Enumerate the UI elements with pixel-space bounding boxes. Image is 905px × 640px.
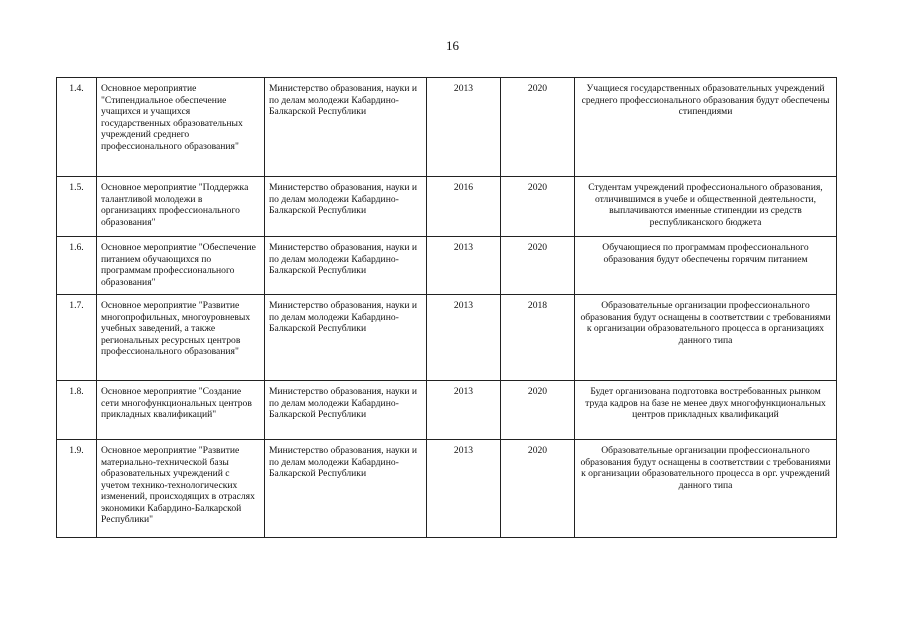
activity-name: Основное мероприятие "Обеспечение питанием обучающихся по программам профессионального образования" [97,237,265,295]
start-year: 2013 [427,295,501,381]
table-row [57,295,837,381]
row-number: 1.7. [57,295,97,381]
responsible-executor: Министерство образования, науки и по делам молодежи Кабардино-Балкарской Республики [265,381,427,440]
responsible-executor: Министерство образования, науки и по делам молодежи Кабардино-Балкарской Республики [265,237,427,295]
row-number: 1.9. [57,440,97,538]
end-year: 2020 [501,237,575,295]
end-year: 2018 [501,295,575,381]
row-number: 1.4. [57,78,97,177]
end-year: 2020 [501,177,575,237]
expected-result: Будет организована подготовка востребованных рынком труда кадров на базе не менее двух многофункциональных центров прикладных квалификаций [575,381,837,440]
end-year: 2020 [501,78,575,177]
row-number: 1.5. [57,177,97,237]
start-year: 2013 [427,440,501,538]
start-year: 2013 [427,237,501,295]
start-year: 2013 [427,78,501,177]
program-activities-table [56,77,837,538]
table-row [57,237,837,295]
activity-name: Основное мероприятие "Поддержка талантливой молодежи в организациях профессионального образования" [97,177,265,237]
table-row [57,177,837,237]
expected-result: Образовательные организации профессионального образования будут оснащены в соответствии с требованиями к организации образовательного процесса в организациях данного типа [575,295,837,381]
activity-name: Основное мероприятие "Развитие многопрофильных, многоуровневых учебных заведений, а также региональных ресурсных центров профессионального образования" [97,295,265,381]
table-row [57,381,837,440]
row-number: 1.6. [57,237,97,295]
activity-name: Основное мероприятие "Стипендиальное обеспечение учащихся и учащихся государственных образовательных учреждений среднего профессионального образования" [97,78,265,177]
activity-name: Основное мероприятие "Развитие материально-технической базы образовательных учреждений с учетом технико-технологических изменений, происходящих в отраслях экономики Кабардино-Балкарской Республики" [97,440,265,538]
responsible-executor: Министерство образования, науки и по делам молодежи Кабардино-Балкарской Республики [265,440,427,538]
responsible-executor: Министерство образования, науки и по делам молодежи Кабардино-Балкарской Республики [265,295,427,381]
table-row [57,440,837,538]
page-number: 16 [446,38,459,53]
row-number: 1.8. [57,381,97,440]
expected-result: Обучающиеся по программам профессионального образования будут обеспечены горячим питанием [575,237,837,295]
start-year: 2013 [427,381,501,440]
table-row [57,78,837,177]
start-year: 2016 [427,177,501,237]
end-year: 2020 [501,440,575,538]
expected-result: Учащиеся государственных образовательных учреждений среднего профессионального образования будут обеспечены стипендиями [575,78,837,177]
expected-result: Образовательные организации профессионального образования будут оснащены в соответствии с требованиями к организации образовательного процесса в орг. учреждений данного типа [575,440,837,538]
activity-name: Основное мероприятие "Создание сети многофункциональных центров прикладных квалификаций" [97,381,265,440]
expected-result: Студентам учреждений профессионального образования, отличившимся в учебе и общественной деятельности, выплачиваются именные стипендии из средств республиканского бюджета [575,177,837,237]
responsible-executor: Министерство образования, науки и по делам молодежи Кабардино-Балкарской Республики [265,177,427,237]
end-year: 2020 [501,381,575,440]
responsible-executor: Министерство образования, науки и по делам молодежи Кабардино-Балкарской Республики [265,78,427,177]
